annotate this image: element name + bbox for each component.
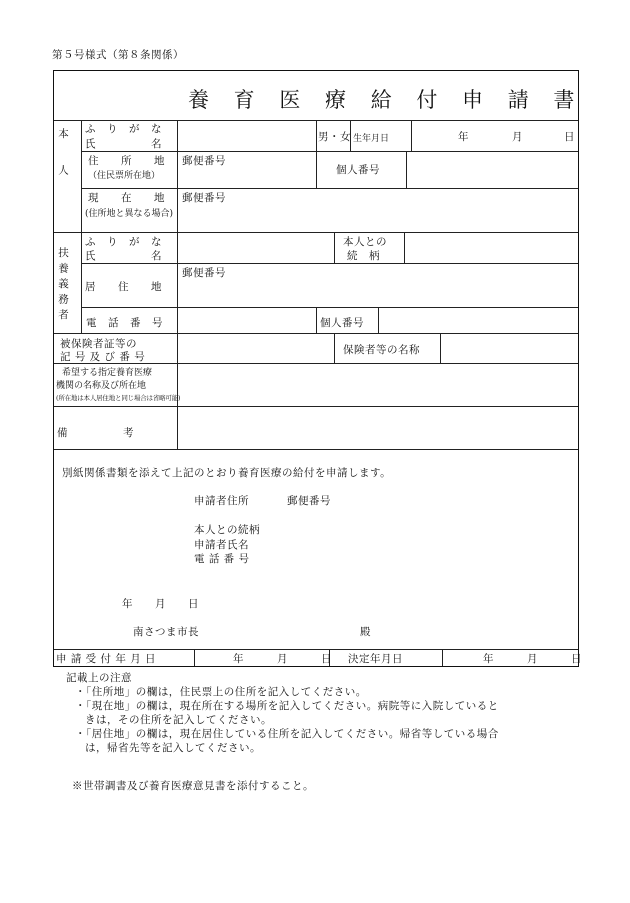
birth-day-label: 日 <box>564 131 575 143</box>
current-postal-label: 郵便番号 <box>182 192 226 204</box>
decision-date-label: 決定年月日 <box>348 653 403 665</box>
insurer-name-label: 保険者等の名称 <box>343 344 420 356</box>
note-item: ・「現在地」の欄は，現在所在する場所を記入してください。病院等に入院していると <box>75 700 499 712</box>
form-number: 第５号様式（第８条関係） <box>52 49 184 61</box>
section-label-guardian: 扶養義務者 <box>57 247 69 325</box>
name-label: 氏 名 <box>85 138 162 150</box>
guardian-name-label: 氏 名 <box>85 250 162 262</box>
attachment-note: ※世帯調書及び養育医療意見書を添付すること。 <box>72 780 314 792</box>
relation-label-2: 続 柄 <box>347 250 380 262</box>
received-date-value: 年 月 日 <box>233 653 332 665</box>
birth-month-label: 月 <box>512 131 523 143</box>
insurance-cert-label-1: 被保険者証等の <box>60 338 137 350</box>
note-item: きは，その住所を記入してください。 <box>85 714 272 726</box>
form-title: 養 育 医 療 給 付 申 請 書 <box>188 88 584 112</box>
notes-heading: 記載上の注意 <box>66 672 132 684</box>
guardian-postal-label: 郵便番号 <box>182 267 226 279</box>
applicant-name-label: 申請者氏名 <box>194 539 249 551</box>
applicant-phone-label: 電 話 番 号 <box>194 553 250 565</box>
declaration-date: 年 月 日 <box>122 598 199 610</box>
applicant-relation-label: 本人との続柄 <box>194 524 260 536</box>
phone-label: 電 話 番 号 <box>86 317 163 329</box>
guardian-personal-number-label: 個人番号 <box>320 317 364 329</box>
sex-field[interactable]: 男・女 <box>318 131 351 143</box>
current-address-sublabel: (住所地と異なる場合) <box>85 209 174 219</box>
birth-year-label: 年 <box>458 131 469 143</box>
insurance-cert-label-2: 記 号 及 び 番 号 <box>60 351 146 363</box>
applicant-address-label: 申請者住所 <box>194 495 249 507</box>
address-postal-label: 郵便番号 <box>182 155 226 167</box>
decision-date-value: 年 月 日 <box>483 653 582 665</box>
address-label: 住 所 地 <box>88 155 165 167</box>
received-date-label: 申 請 受 付 年 月 日 <box>56 653 157 665</box>
note-item: ・「住所地」の欄は，住民票上の住所を記入してください。 <box>75 686 367 698</box>
note-item: は，帰省先等を記入してください。 <box>85 742 261 754</box>
address-sublabel: （住民票所在地） <box>88 171 161 181</box>
honorific: 殿 <box>360 626 371 638</box>
personal-number-label: 個人番号 <box>336 164 380 176</box>
medical-institution-label-1: 希望する指定養育医療 <box>62 368 153 378</box>
furigana-label: ふ り が な <box>85 123 162 135</box>
mayor-label: 南さつま市長 <box>133 626 199 638</box>
birthdate-label: 生年月日 <box>353 134 390 144</box>
current-address-label: 現 在 地 <box>88 192 165 204</box>
remarks-label: 備 考 <box>57 427 134 439</box>
guardian-furigana-label: ふ り が な <box>85 236 162 248</box>
declaration-statement: 別紙関係書類を添えて上記のとおり養育医療の給付を申請します。 <box>62 467 392 479</box>
relation-label-1: 本人との <box>343 236 387 248</box>
residence-label: 居 住 地 <box>85 281 162 293</box>
applicant-postal-label: 郵便番号 <box>287 495 331 507</box>
medical-institution-label-2: 機関の名称及び所在地 <box>56 381 147 391</box>
note-item: ・「居住地」の欄は，現在居住している住所を記入してください。帰省等している場合 <box>75 728 499 740</box>
section-label-honnin: 本人 <box>57 128 69 201</box>
medical-institution-note: (所在地は本人居住地と同じ場合は省略可能) <box>56 394 181 402</box>
